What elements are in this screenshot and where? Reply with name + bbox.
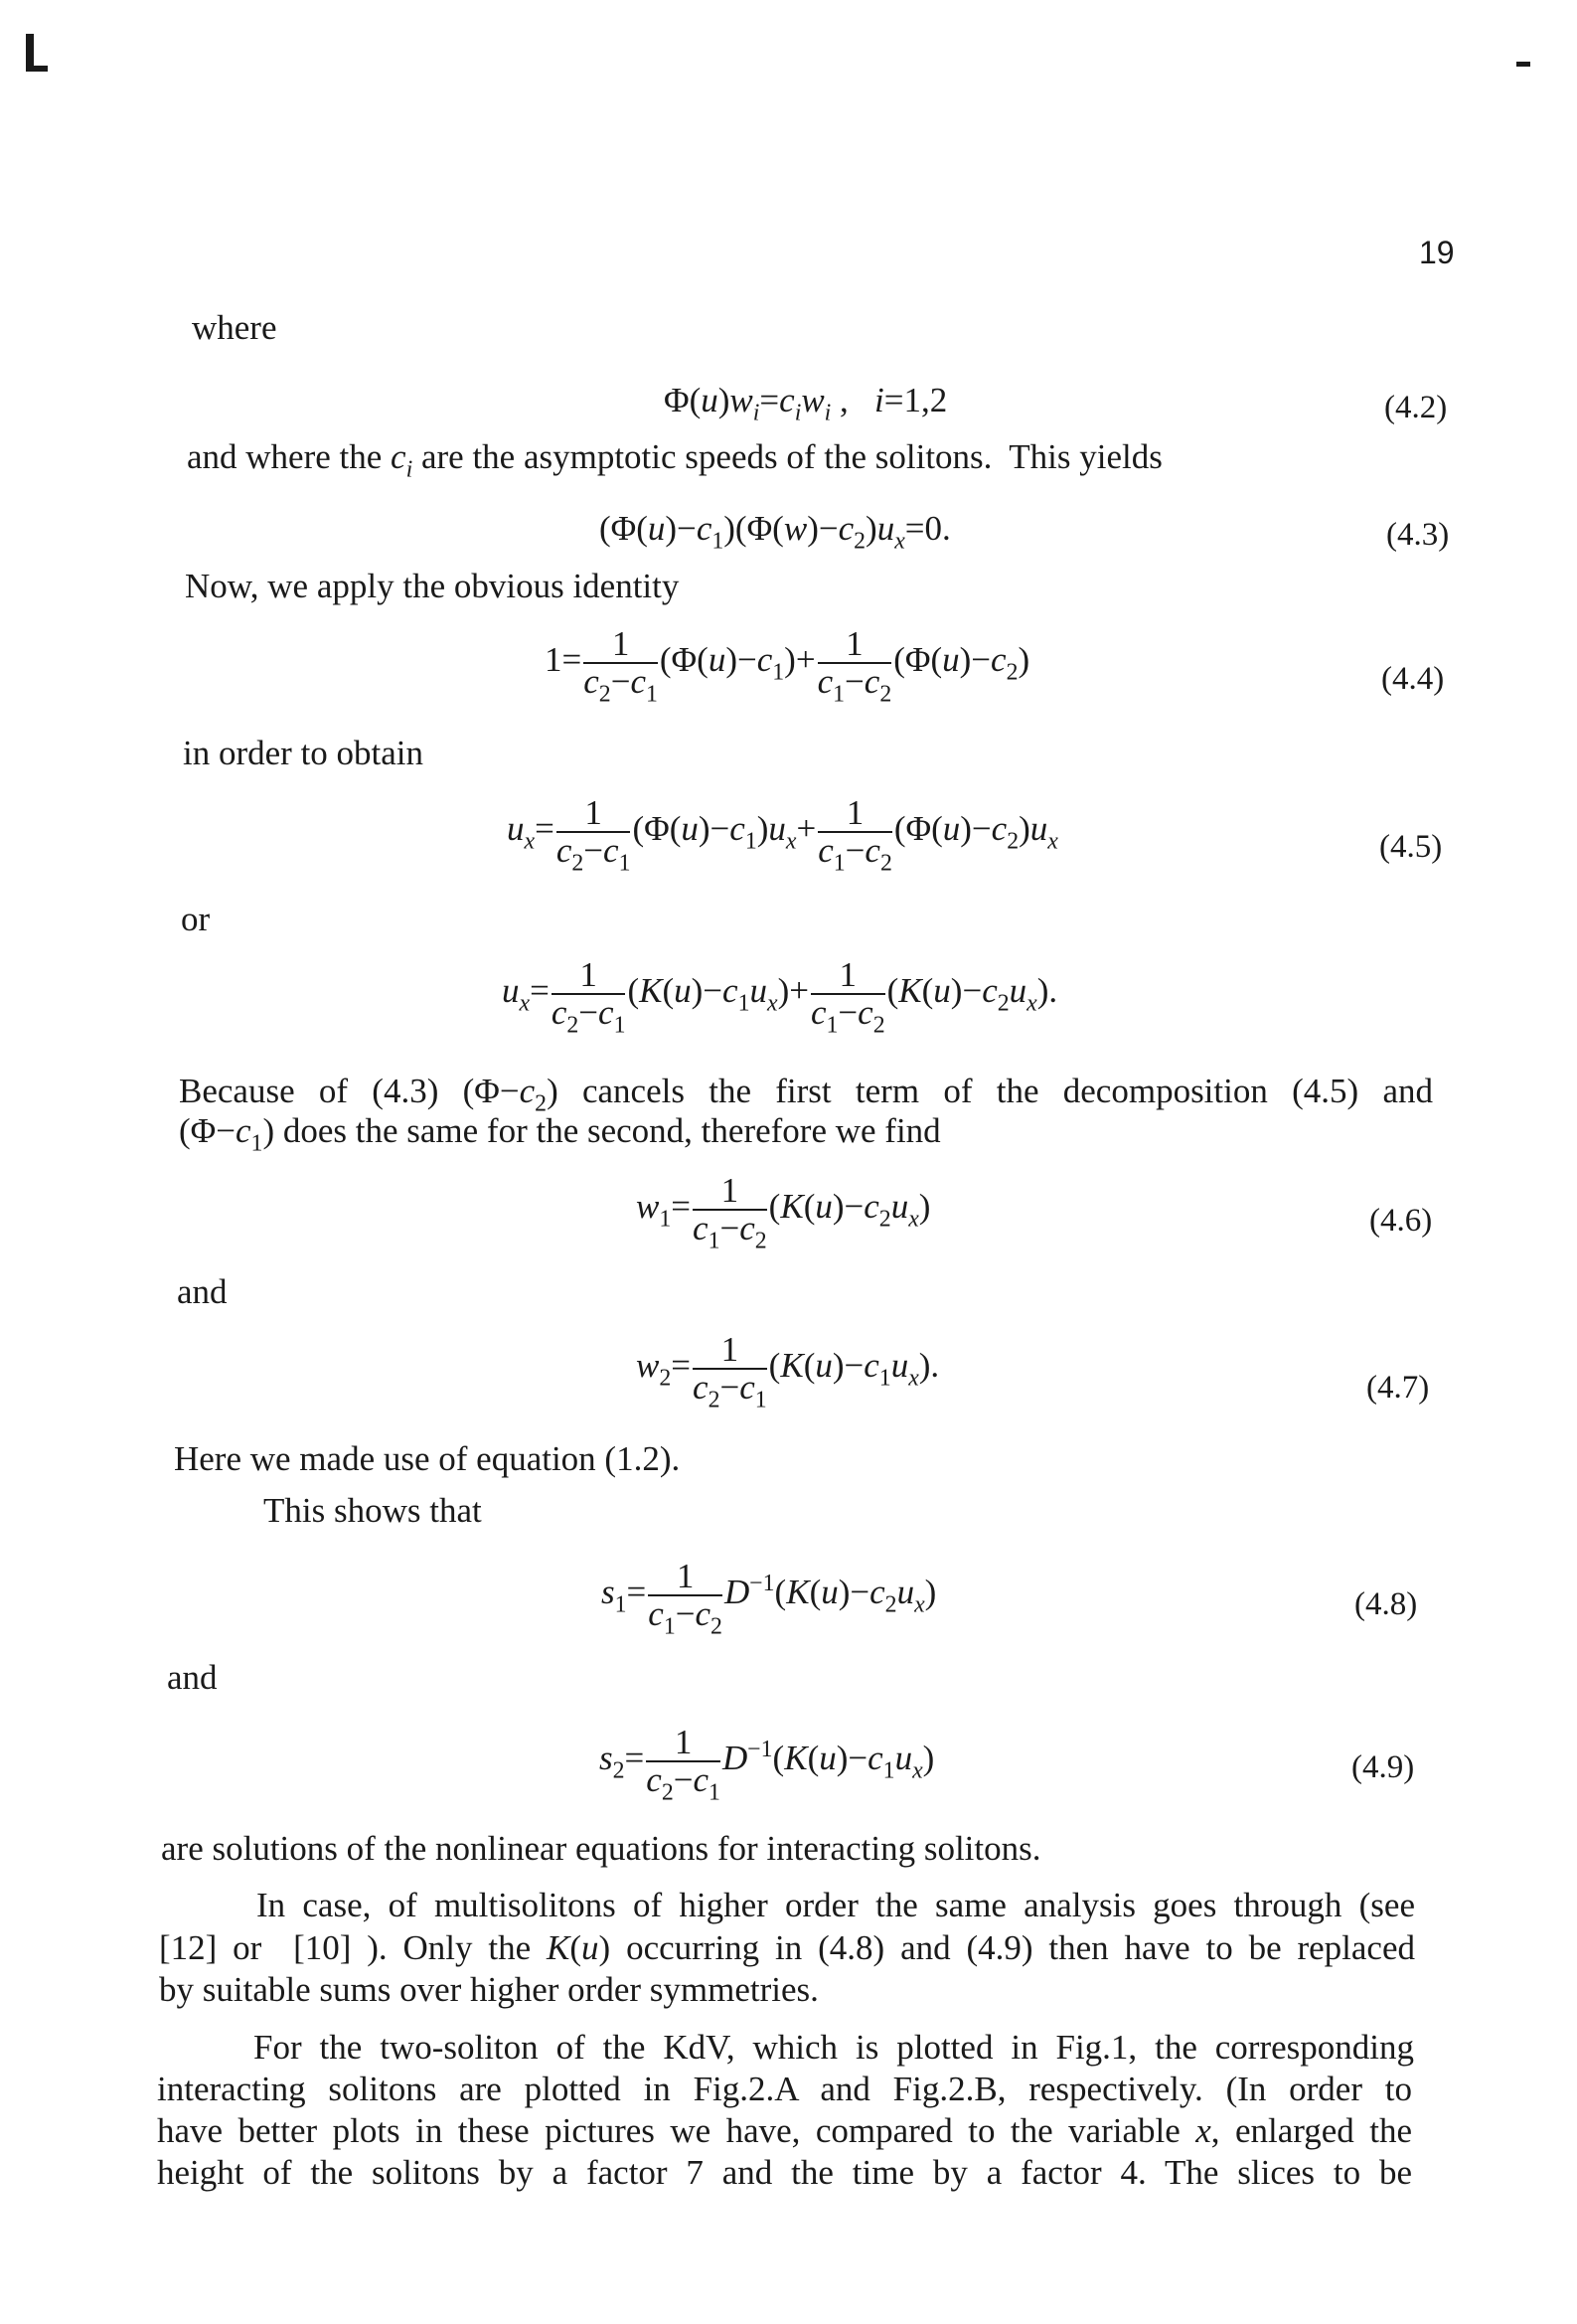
- text-for-two-line4: height of the solitons by a factor 7 and the time by a factor 4. The slices to be: [157, 2153, 1412, 2192]
- text-and-1: and: [177, 1272, 228, 1311]
- text-or: or: [181, 900, 211, 938]
- equation-4-7: $w_2=$ $\frac{1}{c_2-c_1}$ $(K(u)-c_1u_x)$.: [636, 1330, 940, 1413]
- text-are-solutions: are solutions of the nonlinear equations for interacting solitons.: [161, 1829, 1041, 1868]
- equation-4-5: $u_x=$ $\frac{1}{c_2-c_1}$ $(\Phi(u)-c_1)u_x+$ $\frac{1}{c_1-c_2}$ $(\Phi(u)-c_2)u_x$: [507, 793, 1058, 877]
- equation-4-8: $s_1=$ $\frac{1}{c_1-c_2}$ $D^{-1}(K(u)-c_2u_x)$: [601, 1557, 937, 1640]
- text-for-two-line2: interacting solitons are plotted in Fig.2.A and Fig.2.B, respectively. (In order to: [157, 2070, 1412, 2108]
- equation-4-2: $\Phi(u)w_i=c_iw_i$ , i=1,2: [664, 381, 948, 426]
- text-because-line2: $(\Phi-c_1)$ does the same for the second, therefore we find: [179, 1111, 941, 1157]
- text-for-two-line3: have better plots in these pictures we have, compared to the variable x, enlarged the: [157, 2111, 1412, 2150]
- text-here-we: Here we made use of equation (1.2).: [174, 1439, 681, 1478]
- text-now-apply: Now, we apply the obvious identity: [185, 567, 680, 605]
- equation-4-4: 1= $\frac{1}{c_2-c_1}$ $(\Phi(u)-c_1)+$ $\frac{1}{c_1-c_2}$ $(\Phi(u)-c_2)$: [545, 624, 1030, 708]
- text-because-line1: Because of (4.3) $(\Phi-c_2)$ cancels the first term of the decomposition (4.5) and: [179, 1072, 1433, 1117]
- text-in-order: in order to obtain: [183, 734, 424, 772]
- equation-4-9: $s_2=$ $\frac{1}{c_2-c_1}$ $D^{-1}(K(u)-c_1u_x)$: [599, 1723, 935, 1806]
- equation-number: (4.5): [1379, 829, 1443, 865]
- equation-number: (4.8): [1354, 1586, 1418, 1622]
- text-this-shows: This shows that: [263, 1491, 482, 1530]
- scan-mark-top-left-foot: [26, 66, 48, 72]
- page-number: 19: [1419, 235, 1455, 270]
- equation-number: (4.7): [1366, 1370, 1430, 1406]
- text-and-2: and: [167, 1658, 218, 1697]
- text-in-case-line1: In case, of multisolitons of higher order the same analysis goes through (see: [256, 1886, 1415, 1924]
- text-asymptotic: and where the $c_i$ are the asymptotic speeds of the solitons. This yields: [187, 437, 1163, 483]
- equation-number: (4.4): [1381, 661, 1445, 697]
- text-in-case-line3: by suitable sums over higher order symmetries.: [159, 1970, 819, 2009]
- equation-4-6: $w_1=$ $\frac{1}{c_1-c_2}$ $(K(u)-c_2u_x)$: [636, 1171, 931, 1254]
- text-where: where: [192, 308, 277, 347]
- text-in-case-line2: [12] or [10] ). Only the K(u) occurring in (4.8) and (4.9) then have to be replaced: [159, 1928, 1415, 1967]
- text-for-two-line1: For the two-soliton of the KdV, which is plotted in Fig.1, the corresponding: [253, 2028, 1414, 2067]
- equation-4-3: $(\Phi(u)-c_1)(\Phi(w)-c_2)u_x=0$.: [599, 509, 951, 555]
- equation-number: (4.6): [1369, 1203, 1433, 1239]
- equation-number: (4.9): [1351, 1749, 1415, 1785]
- scan-mark-top-right: [1516, 62, 1530, 67]
- equation-unnumbered: $u_x=$ $\frac{1}{c_2-c_1}$ $(K(u)-c_1u_x)+$ $\frac{1}{c_1-c_2}$ $(K(u)-c_2u_x)$.: [502, 955, 1058, 1039]
- equation-number: (4.2): [1384, 390, 1448, 425]
- equation-number: (4.3): [1386, 517, 1450, 553]
